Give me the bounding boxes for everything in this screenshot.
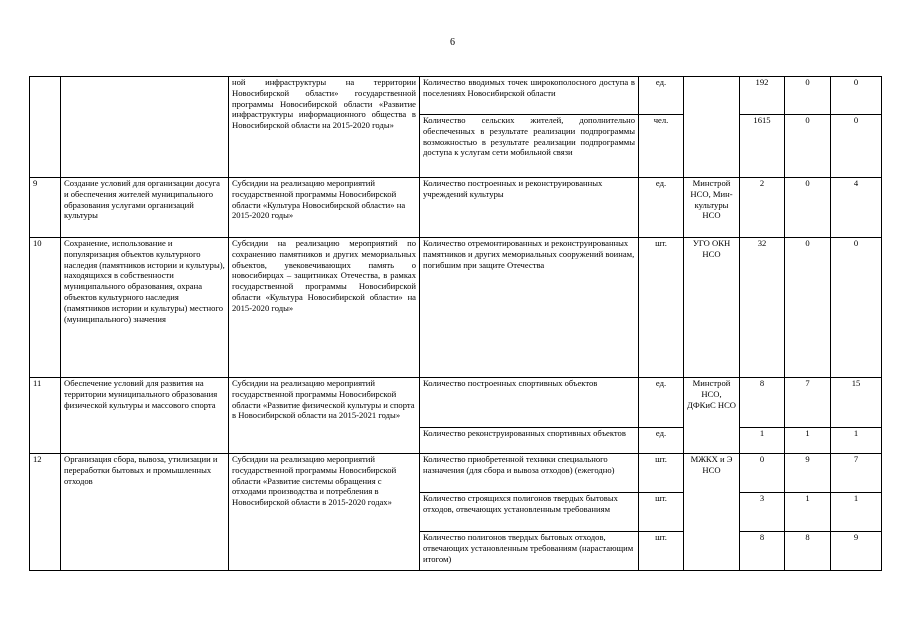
value-cell: 8 — [740, 378, 785, 428]
indicator-cell: Количество полигонов твердых бытовых отходов, отвечающих установленным требованиям (нарастающим итогом) — [420, 532, 639, 571]
value-cell: 4 — [831, 178, 882, 238]
value-cell: 0 — [831, 115, 882, 178]
value-cell: 1 — [785, 493, 831, 532]
value-cell: 9 — [785, 454, 831, 493]
program-activities-table — [29, 76, 882, 571]
value-cell: 0 — [831, 77, 882, 115]
unit-cell: шт. — [639, 454, 684, 493]
row-number-cell — [30, 77, 61, 178]
value-cell: 0 — [785, 77, 831, 115]
measure-cell: ной инфраструктуры на территории Новосибирской области» государственной программы Новосибирской области «Развитие инфраструктуры информационного общества в Новосибирской области на 2015-2020 годы» — [229, 77, 420, 178]
value-cell: 8 — [785, 532, 831, 571]
unit-cell: шт. — [639, 493, 684, 532]
value-cell: 3 — [740, 493, 785, 532]
executor-cell: МЖКХ и Э НСО — [684, 454, 740, 571]
unit-cell: чел. — [639, 115, 684, 178]
indicator-cell: Количество строящихся полигонов твердых бытовых отходов, отвечающих установленным требованиям — [420, 493, 639, 532]
value-cell: 7 — [785, 378, 831, 428]
executor-cell — [684, 77, 740, 178]
table-row — [30, 238, 882, 378]
value-cell: 1 — [831, 493, 882, 532]
measure-cell: Субсидии на реализацию мероприятий государственной программы Новосибирской области «Развитие физической культуры и спорта в Новосибирской области на 2015-2021 годы» — [229, 378, 420, 454]
unit-cell: ед. — [639, 77, 684, 115]
measure-cell: Субсидии на реализацию мероприятий по сохранению памятников и других мемориальных объектов, увековечивающих память о новосибирцах – защитниках Отечества, в рамках государственной программы Новосибирской области «Культура Новосибирской области» на 2015-2020 годы» — [229, 238, 420, 378]
activity-cell: Сохранение, использование и популяризация объектов культурного наследия (памятников истории и культуры), находящихся в собственности муниципального образования, охрана объектов культурного наследия (памятников истории и культуры) местного (муниципального) значения — [61, 238, 229, 378]
value-cell: 8 — [740, 532, 785, 571]
indicator-cell: Количество сельских жителей, дополнительно обеспеченных в результате реализации подпрограммы возможностью в результате реализации подпрограммы доступа к услугам сети мобильной связи — [420, 115, 639, 178]
executor-cell: УГО ОКН НСО — [684, 238, 740, 378]
row-number-cell: 9 — [30, 178, 61, 238]
unit-cell: шт. — [639, 238, 684, 378]
measure-cell: Субсидии на реализацию мероприятий государственной программы Новосибирской области «Развитие системы обращения с отходами производства и потребления в Новосибирской области в 2015-2020 годах» — [229, 454, 420, 571]
unit-cell: шт. — [639, 532, 684, 571]
page-number: 6 — [450, 37, 455, 48]
indicator-cell: Количество приобретенной техники специального назначения (для сбора и вывоза отходов) (ежегодно) — [420, 454, 639, 493]
row-number-cell: 12 — [30, 454, 61, 571]
value-cell: 1615 — [740, 115, 785, 178]
indicator-cell: Количество отремонтированных и реконструированных памятников и других мемориальных сооружений воинам, погибшим при защите Отечества — [420, 238, 639, 378]
value-cell: 15 — [831, 378, 882, 428]
value-cell: 1 — [740, 428, 785, 454]
value-cell: 0 — [740, 454, 785, 493]
table-row — [30, 77, 882, 115]
indicator-cell: Количество построенных спортивных объектов — [420, 378, 639, 428]
executor-cell: Минстрой НСО, Мин-культуры НСО — [684, 178, 740, 238]
value-cell: 32 — [740, 238, 785, 378]
value-cell: 192 — [740, 77, 785, 115]
unit-cell: ед. — [639, 428, 684, 454]
value-cell: 0 — [785, 115, 831, 178]
value-cell: 1 — [785, 428, 831, 454]
table-row — [30, 454, 882, 493]
row-number-cell: 11 — [30, 378, 61, 454]
indicator-cell: Количество вводимых точек широкополосного доступа в поселениях Новосибирской области — [420, 77, 639, 115]
table-row — [30, 378, 882, 428]
value-cell: 2 — [740, 178, 785, 238]
activity-cell — [61, 77, 229, 178]
activity-cell: Обеспечение условий для развития на территории муниципального образования физической культуры и массового спорта — [61, 378, 229, 454]
value-cell: 0 — [831, 238, 882, 378]
value-cell: 9 — [831, 532, 882, 571]
executor-cell: Минстрой НСО, ДФКиС НСО — [684, 378, 740, 454]
value-cell: 0 — [785, 178, 831, 238]
unit-cell: ед. — [639, 378, 684, 428]
value-cell: 1 — [831, 428, 882, 454]
indicator-cell: Количество реконструированных спортивных объектов — [420, 428, 639, 454]
row-number-cell: 10 — [30, 238, 61, 378]
indicator-cell: Количество построенных и реконструированных учреждений культуры — [420, 178, 639, 238]
unit-cell: ед. — [639, 178, 684, 238]
value-cell: 0 — [785, 238, 831, 378]
value-cell: 7 — [831, 454, 882, 493]
table-row — [30, 178, 882, 238]
activity-cell: Создание условий для организации досуга и обеспечения жителей муниципального образования услугами организаций культуры — [61, 178, 229, 238]
measure-cell: Субсидии на реализацию мероприятий государственной программы Новосибирской области «Культура Новосибирской области» на 2015-2020 годы» — [229, 178, 420, 238]
activity-cell: Организация сбора, вывоза, утилизации и переработки бытовых и промышленных отходов — [61, 454, 229, 571]
